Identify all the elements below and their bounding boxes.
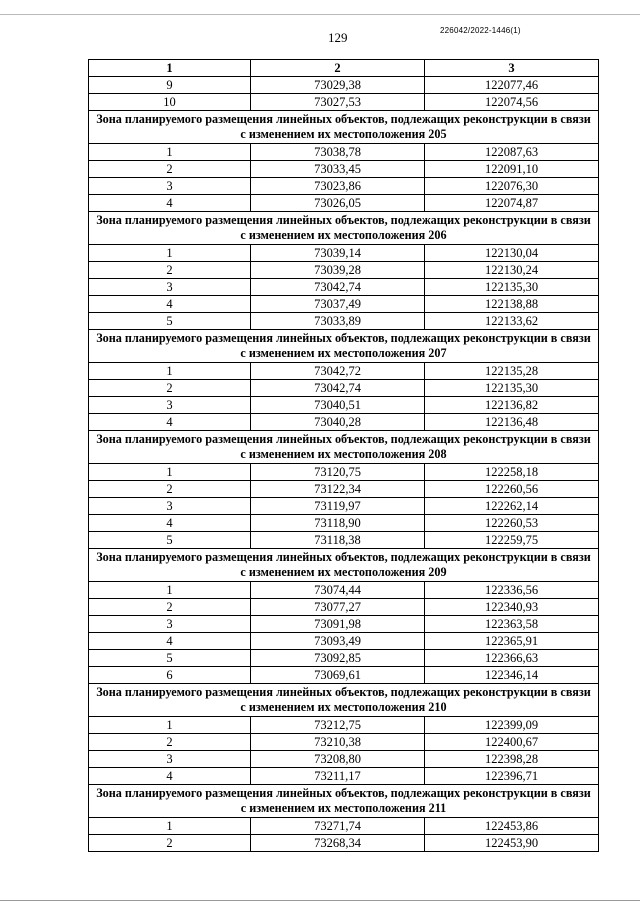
- y-coordinate-cell: 122076,30: [425, 178, 599, 195]
- x-coordinate-cell: 73040,28: [251, 414, 425, 431]
- table-row: [89, 582, 599, 599]
- point-number-cell: 4: [89, 414, 251, 431]
- y-coordinate-cell: 122346,14: [425, 667, 599, 684]
- table-row: [89, 380, 599, 397]
- y-coordinate-cell: 122091,10: [425, 161, 599, 178]
- point-number-cell: 9: [89, 77, 251, 94]
- point-number-cell: 2: [89, 481, 251, 498]
- zone-header-row: [89, 330, 599, 363]
- point-number-cell: 5: [89, 650, 251, 667]
- zone-title: Зона планируемого размещения линейных объектов, подлежащих реконструкции в связи с изменением их местоположения 211: [89, 785, 599, 818]
- x-coordinate-cell: 73271,74: [251, 818, 425, 835]
- point-number-cell: 5: [89, 313, 251, 330]
- document-code: 226042/2022-1446(1): [440, 26, 521, 35]
- x-coordinate-cell: 73026,05: [251, 195, 425, 212]
- point-number-cell: 2: [89, 380, 251, 397]
- point-number-cell: 1: [89, 582, 251, 599]
- table-row: [89, 77, 599, 94]
- zone-header-row: [89, 212, 599, 245]
- x-coordinate-cell: 73268,34: [251, 835, 425, 852]
- bottom-border-line: [0, 900, 640, 901]
- header-cell-y: 3: [425, 60, 599, 77]
- zone-title: Зона планируемого размещения линейных объектов, подлежащих реконструкции в связи с изменением их местоположения 210: [89, 684, 599, 717]
- point-number-cell: 6: [89, 667, 251, 684]
- y-coordinate-cell: 122336,56: [425, 582, 599, 599]
- point-number-cell: 1: [89, 144, 251, 161]
- x-coordinate-cell: 73208,80: [251, 751, 425, 768]
- table-row: [89, 481, 599, 498]
- table-row: [89, 363, 599, 380]
- table-row: [89, 498, 599, 515]
- x-coordinate-cell: 73033,45: [251, 161, 425, 178]
- y-coordinate-cell: 122340,93: [425, 599, 599, 616]
- zone-title: Зона планируемого размещения линейных объектов, подлежащих реконструкции в связи с изменением их местоположения 207: [89, 330, 599, 363]
- table-header-row: [89, 60, 599, 77]
- table-row: [89, 397, 599, 414]
- y-coordinate-cell: 122130,04: [425, 245, 599, 262]
- table-row: [89, 835, 599, 852]
- header-cell-point: 1: [89, 60, 251, 77]
- zone-header-row: [89, 111, 599, 144]
- point-number-cell: 3: [89, 751, 251, 768]
- x-coordinate-cell: 73033,89: [251, 313, 425, 330]
- x-coordinate-cell: 73120,75: [251, 464, 425, 481]
- table-row: [89, 650, 599, 667]
- table-row: [89, 734, 599, 751]
- coordinates-table-body: [89, 60, 599, 852]
- point-number-cell: 1: [89, 245, 251, 262]
- table-row: [89, 599, 599, 616]
- point-number-cell: 5: [89, 532, 251, 549]
- y-coordinate-cell: 122363,58: [425, 616, 599, 633]
- y-coordinate-cell: 122453,90: [425, 835, 599, 852]
- point-number-cell: 2: [89, 161, 251, 178]
- y-coordinate-cell: 122135,30: [425, 279, 599, 296]
- point-number-cell: 4: [89, 633, 251, 650]
- zone-title: Зона планируемого размещения линейных объектов, подлежащих реконструкции в связи с изменением их местоположения 209: [89, 549, 599, 582]
- page-number: 129: [328, 30, 348, 45]
- table-row: [89, 414, 599, 431]
- y-coordinate-cell: 122138,88: [425, 296, 599, 313]
- y-coordinate-cell: 122260,56: [425, 481, 599, 498]
- x-coordinate-cell: 73069,61: [251, 667, 425, 684]
- y-coordinate-cell: 122077,46: [425, 77, 599, 94]
- y-coordinate-cell: 122087,63: [425, 144, 599, 161]
- point-number-cell: 2: [89, 599, 251, 616]
- y-coordinate-cell: 122133,62: [425, 313, 599, 330]
- table-row: [89, 633, 599, 650]
- y-coordinate-cell: 122258,18: [425, 464, 599, 481]
- y-coordinate-cell: 122262,14: [425, 498, 599, 515]
- point-number-cell: 3: [89, 498, 251, 515]
- x-coordinate-cell: 73042,74: [251, 279, 425, 296]
- point-number-cell: 2: [89, 734, 251, 751]
- y-coordinate-cell: 122366,63: [425, 650, 599, 667]
- point-number-cell: 2: [89, 835, 251, 852]
- point-number-cell: 3: [89, 279, 251, 296]
- y-coordinate-cell: 122074,56: [425, 94, 599, 111]
- x-coordinate-cell: 73118,38: [251, 532, 425, 549]
- x-coordinate-cell: 73023,86: [251, 178, 425, 195]
- point-number-cell: 4: [89, 768, 251, 785]
- x-coordinate-cell: 73092,85: [251, 650, 425, 667]
- table-row: [89, 144, 599, 161]
- x-coordinate-cell: 73042,72: [251, 363, 425, 380]
- zone-title: Зона планируемого размещения линейных объектов, подлежащих реконструкции в связи с изменением их местоположения 205: [89, 111, 599, 144]
- y-coordinate-cell: 122396,71: [425, 768, 599, 785]
- y-coordinate-cell: 122400,67: [425, 734, 599, 751]
- top-border-line: [0, 14, 640, 15]
- zone-header-row: [89, 431, 599, 464]
- y-coordinate-cell: 122259,75: [425, 532, 599, 549]
- table-row: [89, 818, 599, 835]
- table-row: [89, 515, 599, 532]
- y-coordinate-cell: 122365,91: [425, 633, 599, 650]
- x-coordinate-cell: 73040,51: [251, 397, 425, 414]
- table-row: [89, 94, 599, 111]
- point-number-cell: 1: [89, 717, 251, 734]
- y-coordinate-cell: 122136,82: [425, 397, 599, 414]
- x-coordinate-cell: 73122,34: [251, 481, 425, 498]
- x-coordinate-cell: 73027,53: [251, 94, 425, 111]
- point-number-cell: 3: [89, 397, 251, 414]
- x-coordinate-cell: 73038,78: [251, 144, 425, 161]
- table-row: [89, 313, 599, 330]
- x-coordinate-cell: 73042,74: [251, 380, 425, 397]
- x-coordinate-cell: 73091,98: [251, 616, 425, 633]
- point-number-cell: 1: [89, 464, 251, 481]
- point-number-cell: 3: [89, 178, 251, 195]
- point-number-cell: 4: [89, 195, 251, 212]
- y-coordinate-cell: 122074,87: [425, 195, 599, 212]
- table-row: [89, 178, 599, 195]
- point-number-cell: 1: [89, 363, 251, 380]
- zone-title: Зона планируемого размещения линейных объектов, подлежащих реконструкции в связи с изменением их местоположения 208: [89, 431, 599, 464]
- zone-title: Зона планируемого размещения линейных объектов, подлежащих реконструкции в связи с изменением их местоположения 206: [89, 212, 599, 245]
- table-row: [89, 464, 599, 481]
- zone-header-row: [89, 785, 599, 818]
- point-number-cell: 4: [89, 296, 251, 313]
- y-coordinate-cell: 122260,53: [425, 515, 599, 532]
- x-coordinate-cell: 73029,38: [251, 77, 425, 94]
- table-row: [89, 161, 599, 178]
- table-row: [89, 717, 599, 734]
- table-row: [89, 195, 599, 212]
- zone-header-row: [89, 684, 599, 717]
- x-coordinate-cell: 73210,38: [251, 734, 425, 751]
- y-coordinate-cell: 122130,24: [425, 262, 599, 279]
- y-coordinate-cell: 122135,30: [425, 380, 599, 397]
- coordinates-table: [88, 59, 599, 852]
- x-coordinate-cell: 73039,28: [251, 262, 425, 279]
- x-coordinate-cell: 73119,97: [251, 498, 425, 515]
- point-number-cell: 3: [89, 616, 251, 633]
- table-row: [89, 245, 599, 262]
- x-coordinate-cell: 73211,17: [251, 768, 425, 785]
- x-coordinate-cell: 73118,90: [251, 515, 425, 532]
- table-row: [89, 667, 599, 684]
- x-coordinate-cell: 73077,27: [251, 599, 425, 616]
- table-row: [89, 616, 599, 633]
- y-coordinate-cell: 122399,09: [425, 717, 599, 734]
- zone-header-row: [89, 549, 599, 582]
- y-coordinate-cell: 122398,28: [425, 751, 599, 768]
- table-row: [89, 279, 599, 296]
- header-cell-x: 2: [251, 60, 425, 77]
- point-number-cell: 1: [89, 818, 251, 835]
- x-coordinate-cell: 73037,49: [251, 296, 425, 313]
- point-number-cell: 4: [89, 515, 251, 532]
- point-number-cell: 10: [89, 94, 251, 111]
- table-row: [89, 262, 599, 279]
- y-coordinate-cell: 122135,28: [425, 363, 599, 380]
- x-coordinate-cell: 73039,14: [251, 245, 425, 262]
- y-coordinate-cell: 122453,86: [425, 818, 599, 835]
- point-number-cell: 2: [89, 262, 251, 279]
- y-coordinate-cell: 122136,48: [425, 414, 599, 431]
- x-coordinate-cell: 73212,75: [251, 717, 425, 734]
- table-row: [89, 532, 599, 549]
- table-row: [89, 751, 599, 768]
- table-row: [89, 768, 599, 785]
- x-coordinate-cell: 73093,49: [251, 633, 425, 650]
- x-coordinate-cell: 73074,44: [251, 582, 425, 599]
- table-row: [89, 296, 599, 313]
